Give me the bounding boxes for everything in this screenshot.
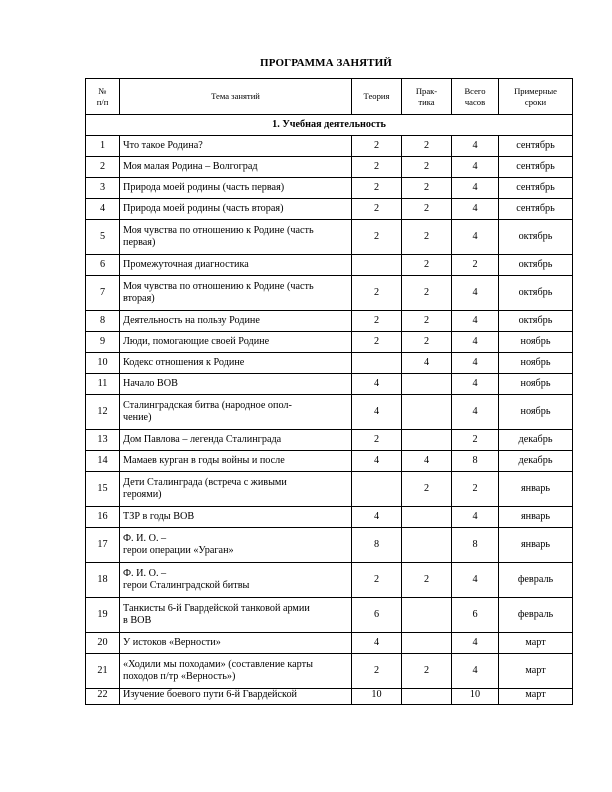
- row-number: 5: [86, 220, 120, 255]
- row-theory-hours: 2: [352, 178, 402, 199]
- row-practice-hours: 2: [402, 276, 452, 311]
- row-topic-line: Деятельность на пользу Родине: [123, 315, 260, 326]
- row-topic: [120, 136, 352, 157]
- row-number: 16: [86, 507, 120, 528]
- row-date: сентябрь: [499, 136, 573, 157]
- row-theory-hours: 4: [352, 507, 402, 528]
- row-total-hours: 4: [452, 563, 499, 598]
- row-practice-hours: [402, 633, 452, 654]
- row-theory-hours: 2: [352, 430, 402, 451]
- table-row: [86, 451, 573, 472]
- row-total-hours: 4: [452, 178, 499, 199]
- row-date: ноябрь: [499, 353, 573, 374]
- row-topic-line: вторая): [123, 293, 155, 304]
- row-topic-line: У истоков «Верности»: [123, 637, 221, 648]
- row-theory-hours: 4: [352, 374, 402, 395]
- row-theory-hours: 4: [352, 451, 402, 472]
- row-practice-hours: 2: [402, 311, 452, 332]
- row-practice-hours: 2: [402, 178, 452, 199]
- table-row: [86, 598, 573, 633]
- row-theory-hours: 2: [352, 563, 402, 598]
- row-topic: [120, 430, 352, 451]
- row-topic-line: Моя чувства по отношению к Родине (часть: [123, 281, 314, 292]
- row-practice-hours: 2: [402, 199, 452, 220]
- page-title: ПРОГРАММА ЗАНЯТИЙ: [260, 57, 392, 69]
- row-theory-hours: [352, 353, 402, 374]
- row-date: январь: [499, 507, 573, 528]
- header-practice: Прак- тика: [402, 79, 452, 115]
- row-topic-line: ТЗР в годы ВОВ: [123, 511, 195, 522]
- table-row: [86, 311, 573, 332]
- row-total-hours: 4: [452, 332, 499, 353]
- row-topic: [120, 199, 352, 220]
- row-date: февраль: [499, 598, 573, 633]
- header-theory: Теория: [352, 79, 402, 115]
- row-topic-line: Промежуточная диагностика: [123, 259, 249, 270]
- row-date: январь: [499, 472, 573, 507]
- row-topic-line: Что такое Родина?: [123, 140, 203, 151]
- row-theory-hours: 8: [352, 528, 402, 563]
- row-theory-hours: 6: [352, 598, 402, 633]
- row-date: январь: [499, 528, 573, 563]
- row-theory-hours: 2: [352, 276, 402, 311]
- row-theory-hours: 2: [352, 136, 402, 157]
- row-topic-line: Мамаев курган в годы войны и после: [123, 455, 285, 466]
- row-date: сентябрь: [499, 157, 573, 178]
- row-topic-line: Ф. И. О. –: [123, 533, 167, 544]
- table-row: [86, 255, 573, 276]
- row-number: 17: [86, 528, 120, 563]
- row-total-hours: 8: [452, 528, 499, 563]
- row-total-hours: 2: [452, 472, 499, 507]
- row-topic-line: героями): [123, 489, 162, 500]
- row-total-hours: 4: [452, 220, 499, 255]
- header-dates: Примерные сроки: [499, 79, 573, 115]
- row-topic: [120, 255, 352, 276]
- row-practice-hours: 2: [402, 472, 452, 507]
- row-theory-hours: 4: [352, 395, 402, 430]
- row-topic-line: Начало ВОВ: [123, 378, 178, 389]
- row-date: декабрь: [499, 451, 573, 472]
- row-topic-line: Природа моей родины (часть вторая): [123, 203, 284, 214]
- row-topic: [120, 472, 352, 507]
- row-number: 4: [86, 199, 120, 220]
- table-row: [86, 199, 573, 220]
- row-topic-line: походов п/тр «Верность»): [123, 671, 236, 682]
- row-topic-line: Изучение боевого пути 6-й Гвардейской: [123, 689, 297, 700]
- row-theory-hours: [352, 472, 402, 507]
- row-number: 22: [86, 689, 120, 705]
- row-topic-line: «Ходили мы походами» (составление карты: [123, 659, 313, 670]
- table-row: [86, 220, 573, 255]
- header-total: Всего часов: [452, 79, 499, 115]
- table-row: [86, 395, 573, 430]
- row-topic: [120, 276, 352, 311]
- table-row: [86, 353, 573, 374]
- row-topic-line: чение): [123, 412, 152, 423]
- row-number: 21: [86, 654, 120, 689]
- row-total-hours: 4: [452, 136, 499, 157]
- row-total-hours: 6: [452, 598, 499, 633]
- row-date: март: [499, 633, 573, 654]
- row-practice-hours: [402, 598, 452, 633]
- row-number: 7: [86, 276, 120, 311]
- row-practice-hours: 2: [402, 255, 452, 276]
- row-topic-line: Люди, помогающие своей Родине: [123, 336, 270, 347]
- row-topic: [120, 563, 352, 598]
- row-practice-hours: 2: [402, 136, 452, 157]
- row-number: 3: [86, 178, 120, 199]
- table-row: [86, 563, 573, 598]
- row-date: февраль: [499, 563, 573, 598]
- row-topic: [120, 157, 352, 178]
- row-total-hours: 4: [452, 654, 499, 689]
- row-total-hours: 10: [452, 689, 499, 705]
- row-practice-hours: 2: [402, 563, 452, 598]
- row-theory-hours: 2: [352, 311, 402, 332]
- header-num: № п/п: [86, 79, 120, 115]
- row-number: 15: [86, 472, 120, 507]
- row-topic-line: первая): [123, 237, 156, 248]
- row-number: 2: [86, 157, 120, 178]
- row-practice-hours: 4: [402, 353, 452, 374]
- table-header-row: [86, 79, 573, 115]
- row-topic-line: герои операции «Ураган»: [123, 545, 234, 556]
- lesson-program-table: [85, 78, 573, 705]
- table-row: [86, 178, 573, 199]
- row-number: 13: [86, 430, 120, 451]
- row-number: 6: [86, 255, 120, 276]
- section-row: [86, 115, 573, 136]
- row-topic-line: герои Сталинградской битвы: [123, 580, 250, 591]
- row-number: 20: [86, 633, 120, 654]
- row-total-hours: 4: [452, 507, 499, 528]
- table-row: [86, 332, 573, 353]
- row-theory-hours: 2: [352, 157, 402, 178]
- row-date: октябрь: [499, 311, 573, 332]
- row-topic: [120, 654, 352, 689]
- row-theory-hours: 2: [352, 220, 402, 255]
- row-total-hours: 2: [452, 430, 499, 451]
- row-date: октябрь: [499, 255, 573, 276]
- row-topic: [120, 689, 352, 705]
- row-topic-line: Кодекс отношения к Родине: [123, 357, 245, 368]
- row-topic-line: Ф. И. О. –: [123, 568, 167, 579]
- row-number: 19: [86, 598, 120, 633]
- row-theory-hours: 10: [352, 689, 402, 705]
- section-title: 1. Учебная деятельность: [86, 115, 573, 136]
- row-theory-hours: 2: [352, 332, 402, 353]
- header-topic: Тема занятий: [120, 79, 352, 115]
- row-date: декабрь: [499, 430, 573, 451]
- table-row: [86, 472, 573, 507]
- row-practice-hours: [402, 507, 452, 528]
- row-number: 1: [86, 136, 120, 157]
- row-topic: [120, 598, 352, 633]
- row-practice-hours: [402, 395, 452, 430]
- table-row: [86, 157, 573, 178]
- table-row: [86, 507, 573, 528]
- row-topic: [120, 220, 352, 255]
- row-practice-hours: [402, 528, 452, 563]
- row-date: март: [499, 654, 573, 689]
- row-theory-hours: 2: [352, 199, 402, 220]
- row-topic-line: Дом Павлова – легенда Сталинграда: [123, 434, 282, 445]
- row-topic: [120, 633, 352, 654]
- row-total-hours: 4: [452, 276, 499, 311]
- row-practice-hours: 2: [402, 332, 452, 353]
- row-topic-line: Моя малая Родина – Волгоград: [123, 161, 258, 172]
- row-practice-hours: 4: [402, 451, 452, 472]
- row-total-hours: 8: [452, 451, 499, 472]
- row-topic: [120, 528, 352, 563]
- row-total-hours: 4: [452, 353, 499, 374]
- row-total-hours: 4: [452, 157, 499, 178]
- table-row: [86, 136, 573, 157]
- row-topic: [120, 507, 352, 528]
- table-row: [86, 276, 573, 311]
- row-date: ноябрь: [499, 332, 573, 353]
- row-date: сентябрь: [499, 199, 573, 220]
- row-number: 9: [86, 332, 120, 353]
- row-total-hours: 4: [452, 199, 499, 220]
- row-number: 18: [86, 563, 120, 598]
- row-topic: [120, 353, 352, 374]
- row-practice-hours: 2: [402, 220, 452, 255]
- row-topic-line: Моя чувства по отношению к Родине (часть: [123, 225, 314, 236]
- row-date: ноябрь: [499, 374, 573, 395]
- row-date: ноябрь: [499, 395, 573, 430]
- row-topic: [120, 374, 352, 395]
- row-topic: [120, 311, 352, 332]
- row-date: октябрь: [499, 276, 573, 311]
- row-number: 11: [86, 374, 120, 395]
- row-number: 10: [86, 353, 120, 374]
- row-practice-hours: 2: [402, 654, 452, 689]
- row-total-hours: 4: [452, 374, 499, 395]
- row-topic: [120, 395, 352, 430]
- row-total-hours: 4: [452, 395, 499, 430]
- table-row: [86, 689, 573, 705]
- row-date: сентябрь: [499, 178, 573, 199]
- row-topic-line: Сталинградская битва (народное опол-: [123, 400, 292, 411]
- table-row: [86, 430, 573, 451]
- row-practice-hours: [402, 374, 452, 395]
- row-number: 8: [86, 311, 120, 332]
- row-practice-hours: [402, 430, 452, 451]
- table-row: [86, 528, 573, 563]
- row-topic-line: в ВОВ: [123, 615, 152, 626]
- row-number: 12: [86, 395, 120, 430]
- row-theory-hours: 2: [352, 654, 402, 689]
- row-theory-hours: 4: [352, 633, 402, 654]
- row-total-hours: 4: [452, 311, 499, 332]
- row-total-hours: 2: [452, 255, 499, 276]
- table-row: [86, 654, 573, 689]
- row-topic-line: Танкисты 6-й Гвардейской танковой армии: [123, 603, 310, 614]
- row-theory-hours: [352, 255, 402, 276]
- row-practice-hours: [402, 689, 452, 705]
- row-date: март: [499, 689, 573, 705]
- row-topic: [120, 332, 352, 353]
- table-row: [86, 633, 573, 654]
- row-topic-line: Дети Сталинграда (встреча с живыми: [123, 477, 287, 488]
- row-topic-line: Природа моей родины (часть первая): [123, 182, 285, 193]
- row-total-hours: 4: [452, 633, 499, 654]
- row-practice-hours: 2: [402, 157, 452, 178]
- row-date: октябрь: [499, 220, 573, 255]
- row-topic: [120, 451, 352, 472]
- table-row: [86, 374, 573, 395]
- row-topic: [120, 178, 352, 199]
- row-number: 14: [86, 451, 120, 472]
